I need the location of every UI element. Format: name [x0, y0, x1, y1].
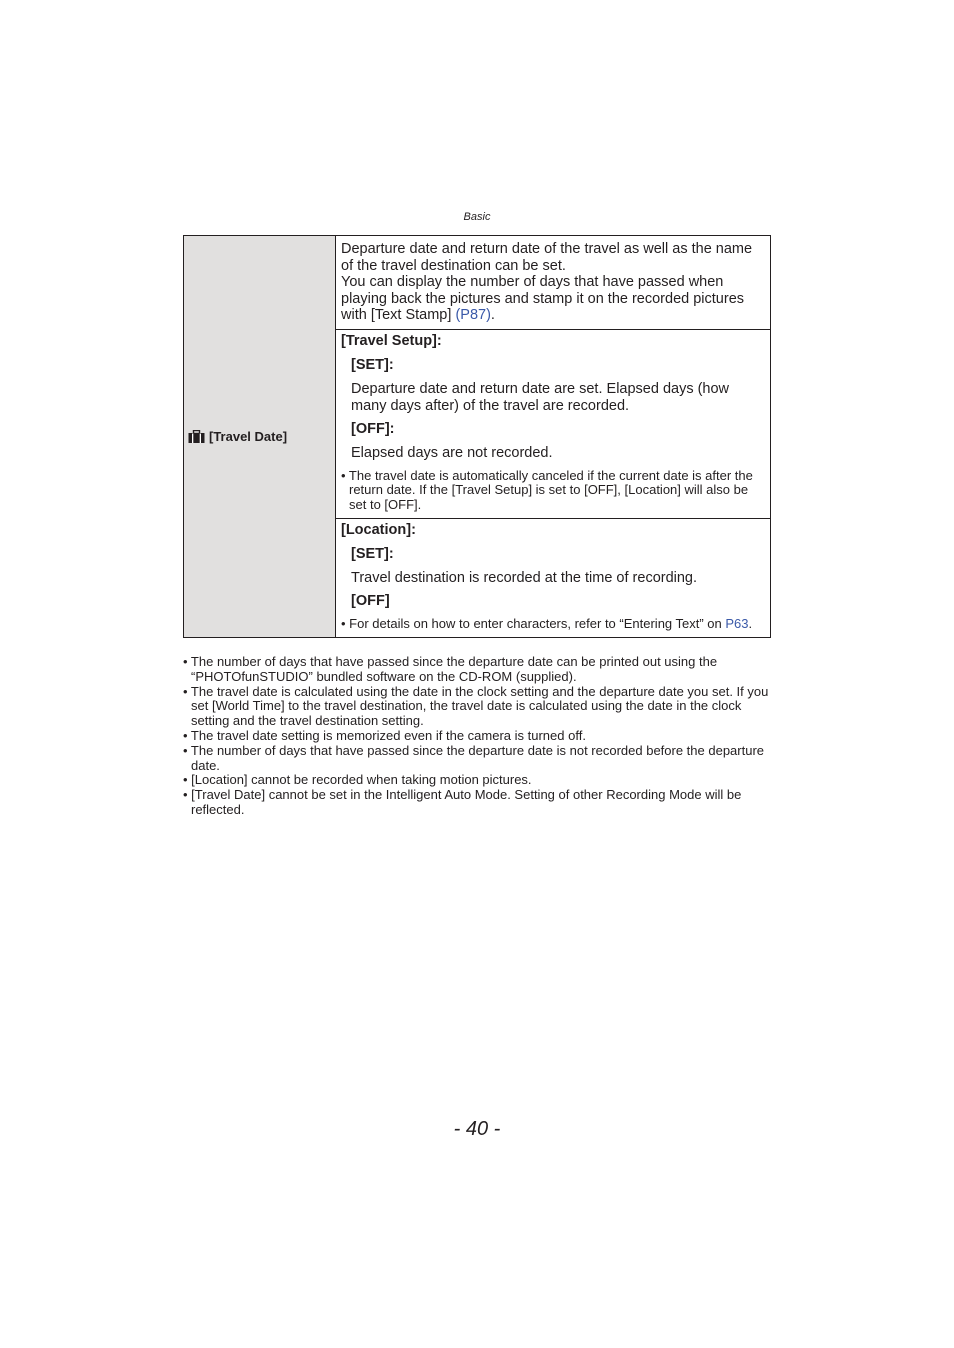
intro-text: Departure date and return date of the travel as well as the name of the travel destination can be set. — [341, 241, 753, 274]
set-description: Departure date and return date are set. Elapsed days (how many days after) of the travel are recorded. — [351, 380, 730, 414]
set-heading: [SET]: — [351, 356, 394, 373]
location-cell — [336, 518, 771, 637]
off-description: Elapsed days are not recorded. — [351, 445, 553, 462]
page-number: - 40 - — [453, 1118, 501, 1140]
location-set-heading: [SET]: — [351, 545, 394, 562]
table-row — [184, 236, 771, 330]
list-item: • The travel date setting is memorized even if the camera is turned off. — [183, 727, 586, 743]
notes-list — [183, 655, 773, 818]
location-note: • For details on how to enter characters, refer to “Entering Text” on P63. — [341, 616, 753, 632]
intro-cell — [336, 236, 771, 330]
location-heading: [Location]: — [341, 521, 416, 538]
location-set-description: Travel destination is recorded at the time of recording. — [351, 569, 698, 586]
list-item: • [Travel Date] cannot be set in the Intelligent Auto Mode. Setting of other Recording Mode will be reflected. — [183, 787, 742, 817]
list-item: • [Location] cannot be recorded when taking motion pictures. — [183, 772, 532, 788]
travel-setup-heading: [Travel Setup]: — [341, 332, 442, 349]
section-label: Basic — [463, 211, 491, 223]
travel-setup-cell — [336, 329, 771, 518]
page-link-p63[interactable]: P63 — [725, 616, 749, 632]
list-item: • The travel date is calculated using the date in the clock setting and the departure date you set. If you set [World Time] to the travel destination, the travel date is calculated using the date in the clock setting and the travel destination setting. — [183, 683, 769, 729]
setting-label-text: [Travel Date] — [209, 428, 288, 444]
setting-label-cell — [184, 236, 336, 638]
settings-table — [183, 235, 771, 638]
list-item: • The number of days that have passed since the departure date is not recorded before the departure date. — [183, 742, 765, 773]
intro-text-2: You can display the number of days that have passed when playing back the pictures and stamp it on the recorded pictures with [Text Stamp] (P87). — [341, 274, 745, 324]
location-off-heading: [OFF] — [351, 593, 390, 610]
suitcase-icon — [188, 430, 205, 443]
setting-label — [184, 429, 335, 444]
page-link-p87[interactable]: (P87) — [455, 307, 491, 324]
list-item: • The number of days that have passed since the departure date can be printed out using the “PHOTOfunSTUDIO” bundled software on the CD-ROM (supplied). — [183, 654, 718, 684]
travel-setup-note: • The travel date is automatically canceled if the current date is after the return date. If the [Travel Setup] is set to [OFF], [Location] will also be set to [OFF]. — [341, 467, 753, 512]
off-heading: [OFF]: — [351, 421, 395, 438]
